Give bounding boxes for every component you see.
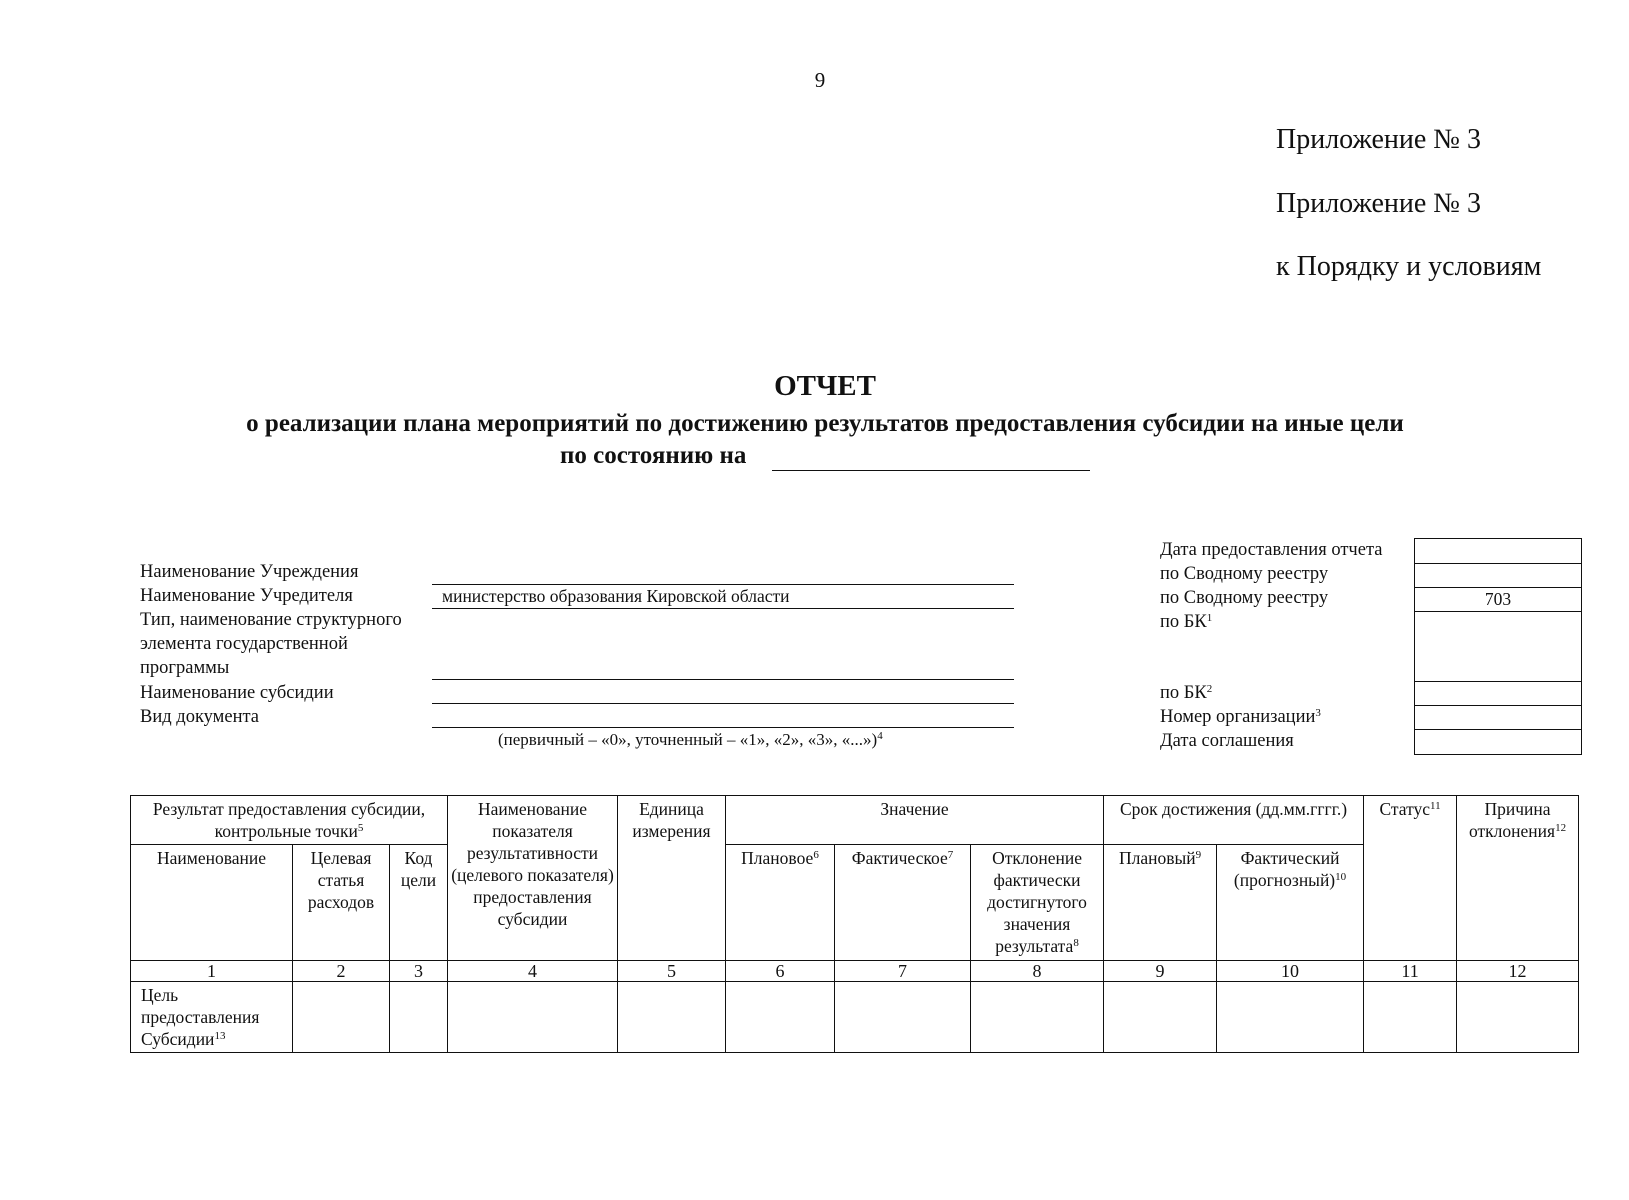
founder-label: Наименование Учредителя xyxy=(140,586,353,606)
header-deviation: Отклонение фактически достигнутого значения результата$^8$ xyxy=(971,845,1104,961)
table-cell[interactable] xyxy=(618,982,726,1053)
column-number: 2 xyxy=(293,961,390,982)
report-title: ОТЧЕТ xyxy=(774,370,876,402)
page-number: 9 xyxy=(814,68,826,92)
header-goal-code: Код цели xyxy=(390,845,448,961)
code-cell-registry-1[interactable] xyxy=(1415,563,1581,588)
header-actual-value: Фактическое$^7$ xyxy=(835,845,971,961)
appendix-line-2: Приложение № 3 xyxy=(1276,188,1481,219)
header-term-actual: Фактический (прогнозный)$^{10}$ xyxy=(1217,845,1364,961)
registry-label-1: по Сводному реестру xyxy=(1160,564,1329,584)
code-cell-registry-2[interactable]: 703 xyxy=(1415,587,1581,612)
header-target-item: Целевая статья расходов xyxy=(293,845,390,961)
code-cell-bk-1[interactable] xyxy=(1415,611,1581,682)
code-cell-agreement-date[interactable] xyxy=(1415,729,1581,753)
founder-field[interactable] xyxy=(432,608,1014,609)
bk-label-2: по $БК^2$ xyxy=(1160,683,1213,703)
table-cell[interactable] xyxy=(726,982,835,1053)
header-value: Значение xyxy=(726,796,1104,845)
header-status: Статус$^{11}$ xyxy=(1364,796,1457,961)
appendix-line-3: к Порядку и условиям xyxy=(1276,251,1542,282)
table-cell[interactable] xyxy=(293,982,390,1053)
code-cell-org-number[interactable] xyxy=(1415,705,1581,730)
doc-type-note: (первичный – «0», уточненный – «1», «2», «3», «...»)$^4$ xyxy=(498,730,883,749)
column-number: 3 xyxy=(390,961,448,982)
header-term-planned: Плановый$^9$ xyxy=(1104,845,1217,961)
agreement-date-label: Дата соглашения xyxy=(1160,731,1294,751)
code-cell-report-date[interactable] xyxy=(1415,539,1581,564)
column-number: 12 xyxy=(1457,961,1579,982)
codes-box xyxy=(1414,538,1582,755)
registry-label-2: по Сводному реестру xyxy=(1160,588,1329,608)
report-date-prefix: по состоянию на xyxy=(560,442,747,469)
report-date-blank[interactable] xyxy=(772,470,1090,471)
table-cell[interactable] xyxy=(1104,982,1217,1053)
institution-field[interactable] xyxy=(432,584,1014,585)
table-cell[interactable] xyxy=(971,982,1104,1053)
report-subtitle: о реализации плана мероприятий по достижению результатов предоставления субсидии на иные цели xyxy=(246,410,1404,437)
appendix-line-1: Приложение № 3 xyxy=(1276,124,1481,155)
header-planned-value: Плановое$^6$ xyxy=(726,845,835,961)
doc-type-label: Вид документа xyxy=(140,707,260,727)
column-number: 7 xyxy=(835,961,971,982)
table-cell[interactable] xyxy=(1217,982,1364,1053)
program-label-3: программы xyxy=(140,658,230,678)
program-field[interactable] xyxy=(432,679,1014,680)
column-number: 5 xyxy=(618,961,726,982)
plan-report-table xyxy=(130,795,1579,1053)
subsidy-label: Наименование субсидии xyxy=(140,683,334,703)
header-reason: Причина отклонения$^{12}$ xyxy=(1457,796,1579,961)
column-number: 6 xyxy=(726,961,835,982)
institution-label: Наименование Учреждения xyxy=(140,562,359,582)
code-cell-bk-2[interactable] xyxy=(1415,681,1581,706)
column-number: 1 xyxy=(131,961,293,982)
org-number-label: Номер организации$^3$ xyxy=(1160,707,1321,727)
table-cell[interactable] xyxy=(448,982,618,1053)
subsidy-field[interactable] xyxy=(432,703,1014,704)
column-number: 10 xyxy=(1217,961,1364,982)
program-label-2: элемента государственной xyxy=(140,634,348,654)
column-number: 11 xyxy=(1364,961,1457,982)
header-name: Наименование xyxy=(131,845,293,961)
report-date-label: Дата предоставления отчета xyxy=(1160,540,1383,560)
column-number: 8 xyxy=(971,961,1104,982)
column-number: 9 xyxy=(1104,961,1217,982)
header-indicator: Наименование показателя результативности (целевого показателя) предоставления субсидии xyxy=(448,796,618,961)
founder-value: министерство образования Кировской области xyxy=(442,586,790,606)
table-cell[interactable] xyxy=(835,982,971,1053)
table-cell[interactable] xyxy=(1364,982,1457,1053)
program-label-1: Тип, наименование структурного xyxy=(140,610,402,630)
header-term: Срок достижения (дд.мм.гггг.) xyxy=(1104,796,1364,845)
doc-type-field[interactable] xyxy=(432,727,1014,728)
header-unit: Единица измерения xyxy=(618,796,726,961)
header-result: Результат предоставления субсидии, контрольные точки$^5$ xyxy=(131,796,448,845)
table-cell[interactable] xyxy=(1457,982,1579,1053)
bk-label-1: по $БК^1$ xyxy=(1160,612,1213,632)
row-goal-label: Цель предоставления Субсидии$^{13}$ xyxy=(131,982,293,1053)
column-number: 4 xyxy=(448,961,618,982)
table-cell[interactable] xyxy=(390,982,448,1053)
